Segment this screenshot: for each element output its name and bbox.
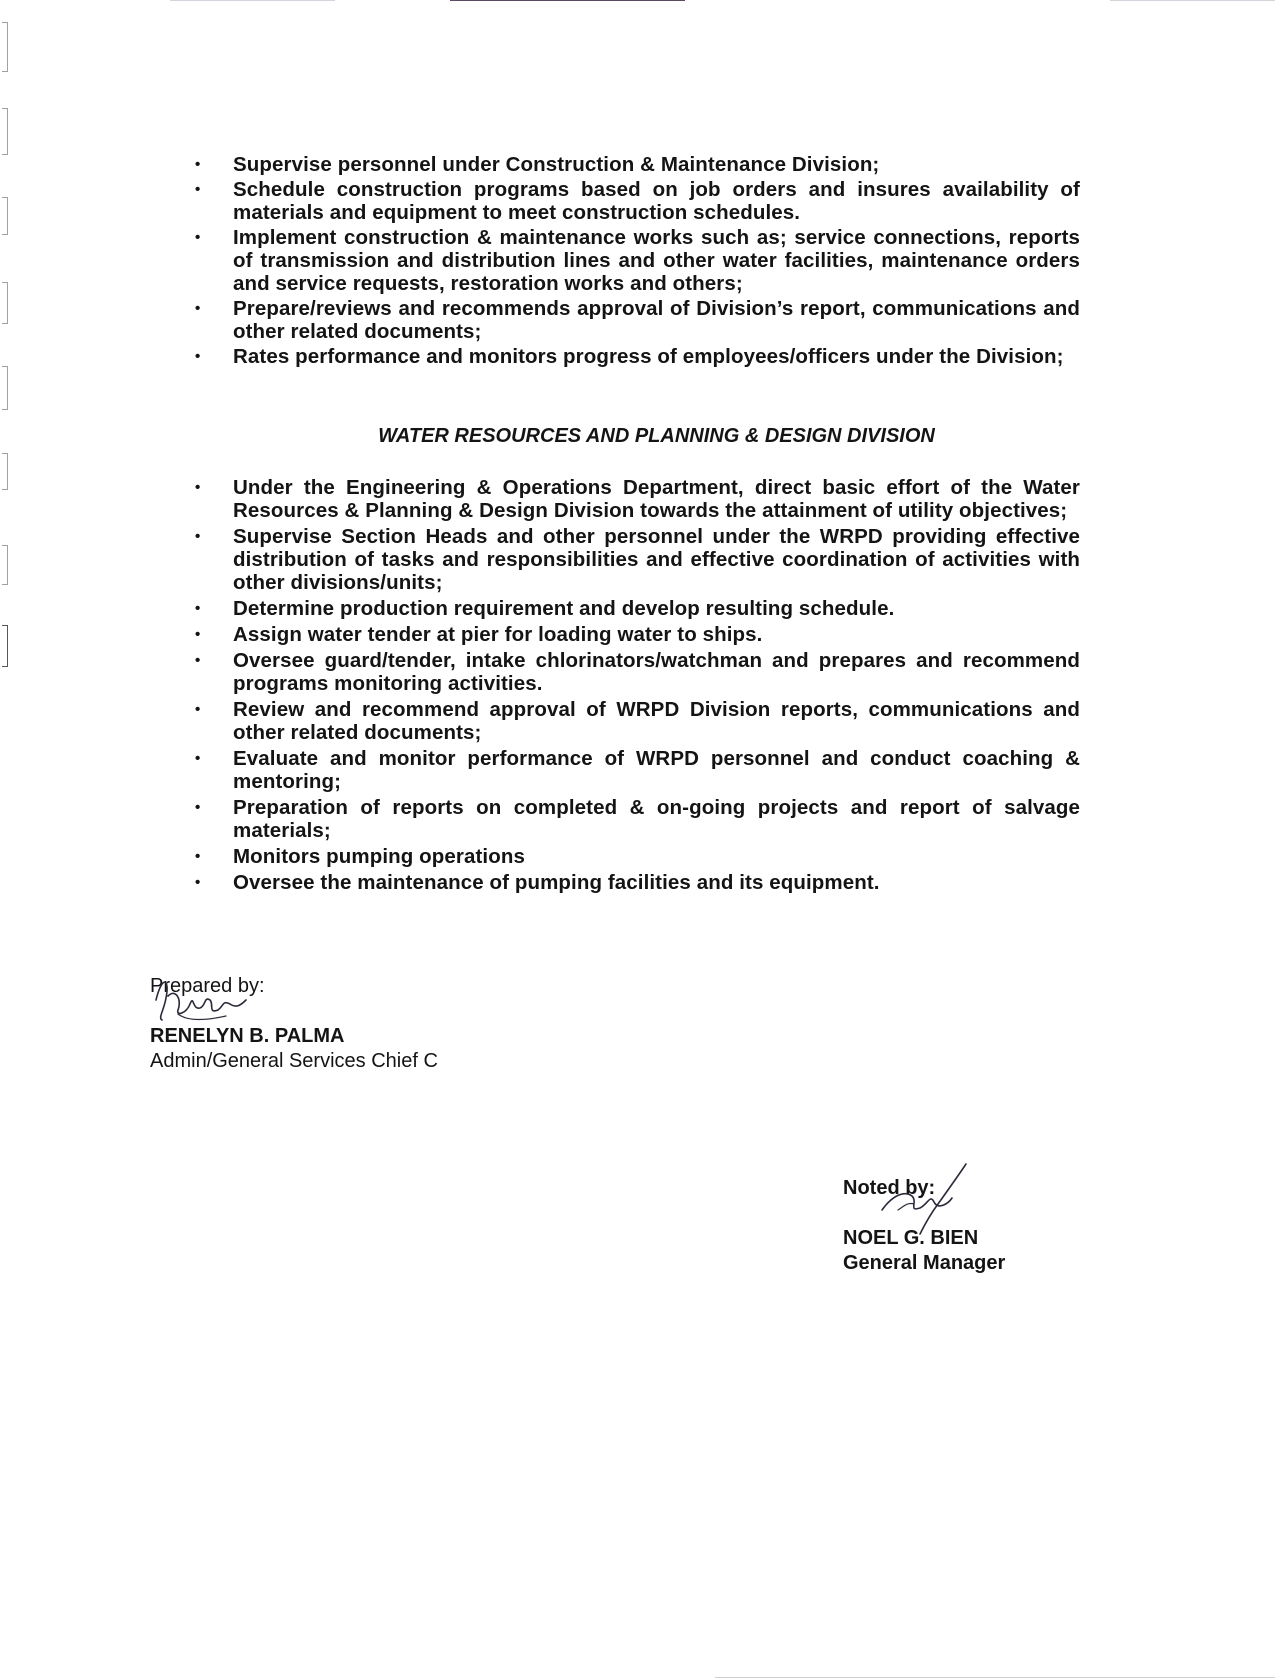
- noter-role: General Manager: [843, 1252, 1006, 1274]
- list-item: [190, 649, 1080, 695]
- list-item: [190, 525, 1080, 594]
- noter-signature: [868, 1160, 978, 1240]
- bullet: •: [195, 600, 201, 617]
- wrpd-duties-list: [190, 476, 1080, 897]
- bullet: •: [195, 652, 201, 669]
- scan-edge-mark: [2, 108, 8, 155]
- list-item-text: Evaluate and monitor performance of WRPD personnel and conduct coaching & mentoring;: [233, 747, 1080, 793]
- scan-edge-mark: [2, 625, 8, 667]
- scan-top-rule: [450, 0, 685, 1]
- bullet: •: [195, 750, 201, 767]
- scan-edge-mark: [2, 545, 8, 585]
- noter-name: NOEL G. BIEN: [843, 1227, 979, 1249]
- list-item: [190, 153, 1080, 176]
- list-item-text: Oversee guard/tender, intake chlorinators/watchman and prepares and recommend programs monitoring activities.: [233, 649, 1080, 695]
- scan-bottom-rule: [715, 1677, 1275, 1678]
- bullet: •: [195, 479, 201, 496]
- list-item: [190, 698, 1080, 744]
- bullet: •: [195, 848, 201, 865]
- list-item: [190, 476, 1080, 522]
- bullet: •: [195, 874, 201, 891]
- bullet: •: [195, 181, 201, 198]
- scan-edge-mark: [2, 453, 8, 490]
- list-item-text: Determine production requirement and develop resulting schedule.: [233, 597, 895, 620]
- bullet: •: [195, 229, 201, 246]
- scan-edge-mark: [2, 197, 8, 235]
- scan-edge-mark: [2, 22, 8, 72]
- list-item-text: Under the Engineering & Operations Department, direct basic effort of the Water Resources & Planning & Design Division towards the attainment of utility objectives;: [233, 476, 1080, 522]
- list-item-text: Rates performance and monitors progress of employees/officers under the Division;: [233, 345, 1064, 368]
- list-item-text: Oversee the maintenance of pumping facilities and its equipment.: [233, 871, 880, 894]
- scan-top-rule: [170, 0, 335, 1]
- list-item: [190, 597, 1080, 620]
- preparer-role: Admin/General Services Chief C: [150, 1050, 438, 1072]
- list-item: [190, 178, 1080, 224]
- section-heading: WATER RESOURCES AND PLANNING & DESIGN DIVISION: [378, 425, 935, 447]
- bullet: •: [195, 528, 201, 545]
- bullet: •: [195, 799, 201, 816]
- bullet: •: [195, 300, 201, 317]
- scan-edge-mark: [2, 282, 8, 324]
- bullet: •: [195, 156, 201, 173]
- list-item-text: Preparation of reports on completed & on-going projects and report of salvage materials;: [233, 796, 1080, 842]
- list-item-text: Prepare/reviews and recommends approval of Division’s report, communications and other related documents;: [233, 297, 1080, 343]
- list-item-text: Implement construction & maintenance works such as; service connections, reports of transmission and distribution lines and other water facilities, maintenance orders and service requests, restoration works and others;: [233, 226, 1080, 295]
- list-item: [190, 623, 1080, 646]
- list-item: [190, 345, 1080, 368]
- list-item-text: Supervise Section Heads and other personnel under the WRPD providing effective distribution of tasks and responsibilities and effective coordination of activities with other divisions/units;: [233, 525, 1080, 594]
- list-item-text: Monitors pumping operations: [233, 845, 525, 868]
- list-item-text: Assign water tender at pier for loading water to ships.: [233, 623, 763, 646]
- list-item-text: Supervise personnel under Construction & Maintenance Division;: [233, 153, 880, 176]
- bullet: •: [195, 348, 201, 365]
- noted-by-label: Noted by:: [843, 1177, 936, 1199]
- list-item: [190, 845, 1080, 868]
- construction-duties-list: [190, 153, 1080, 370]
- bullet: •: [195, 626, 201, 643]
- list-item-text: Schedule construction programs based on job orders and insures availability of materials and equipment to meet construction schedules.: [233, 178, 1080, 224]
- list-item: [190, 871, 1080, 894]
- list-item: [190, 747, 1080, 793]
- list-item-text: Review and recommend approval of WRPD Division reports, communications and other related documents;: [233, 698, 1080, 744]
- list-item: [190, 796, 1080, 842]
- preparer-signature: [148, 970, 258, 1030]
- list-item: [190, 226, 1080, 295]
- scan-top-rule: [1110, 0, 1275, 1]
- list-item: [190, 297, 1080, 343]
- preparer-name: RENELYN B. PALMA: [150, 1025, 345, 1047]
- bullet: •: [195, 701, 201, 718]
- prepared-by-label: Prepared by:: [150, 975, 265, 997]
- scan-edge-mark: [2, 366, 8, 410]
